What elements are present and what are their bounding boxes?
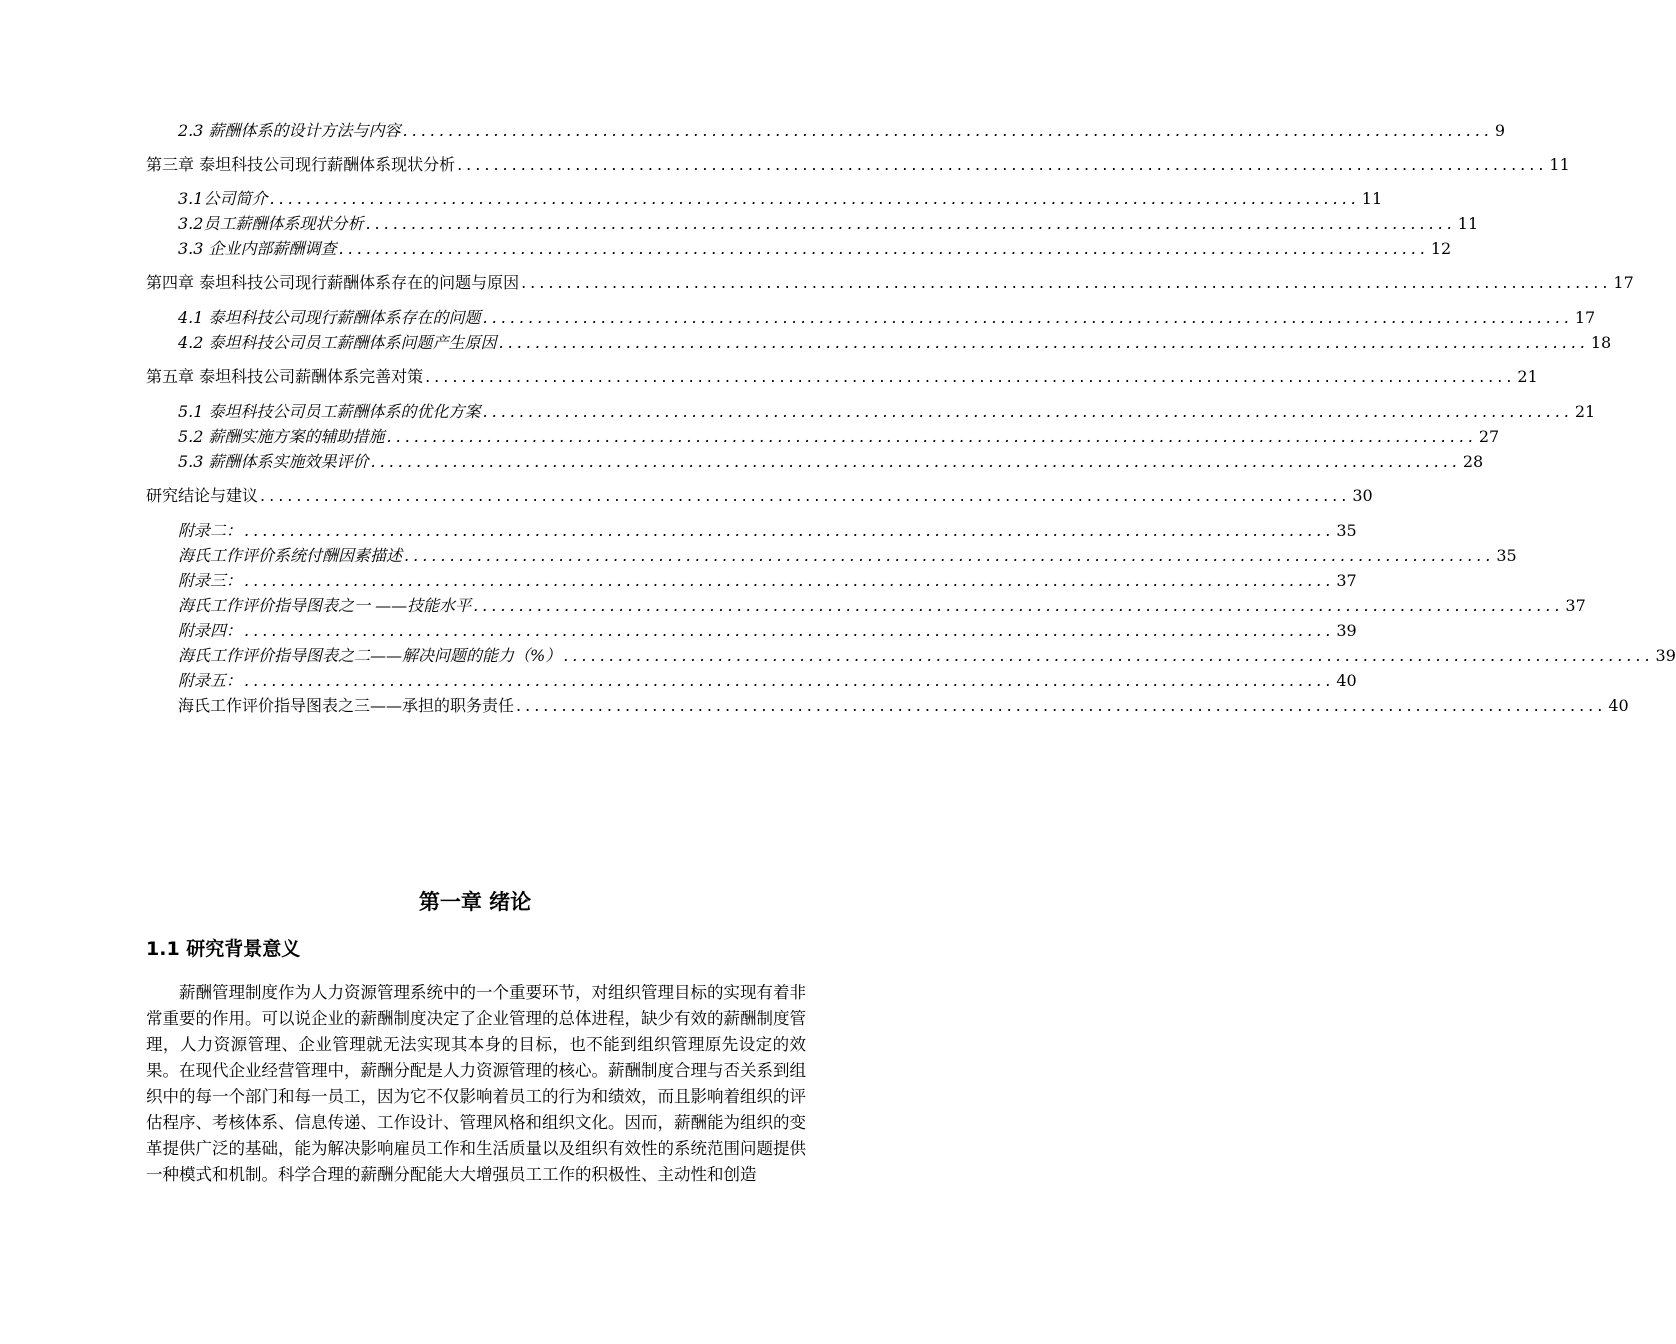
toc-leader: ........................................................................................................................: [244, 521, 1335, 540]
toc-entry[interactable]: [178, 330, 1612, 352]
toc-leader: ........................................................................................................................: [563, 646, 1654, 665]
toc-entry[interactable]: [178, 643, 1676, 665]
toc-entry-page: 37: [1336, 571, 1357, 590]
toc-entry-page: 12: [1430, 239, 1452, 258]
chapter-title: 第一章 绪论: [418, 890, 532, 914]
toc-entry-page: 17: [1574, 308, 1596, 327]
toc-entry[interactable]: [178, 211, 1479, 233]
toc-leader: ........................................................................................................................: [244, 671, 1335, 690]
toc-entry-title: 海氏工作评价系统付酬因素描述: [178, 546, 403, 565]
toc-entry-title: 3.2员工薪酬体系现状分析: [178, 214, 364, 233]
toc-leader: ........................................................................................................................: [386, 427, 1477, 446]
toc-leader: ........................................................................................................................: [370, 452, 1461, 471]
toc-leader: ........................................................................................................................: [498, 333, 1589, 352]
section-title: 1.1 研究背景意义: [146, 938, 301, 960]
toc-entry[interactable]: [178, 518, 1357, 540]
toc-entry-page: 21: [1574, 402, 1596, 421]
toc-entry[interactable]: [178, 186, 1383, 208]
toc-leader: ........................................................................................................................: [516, 696, 1607, 715]
toc-entry-title: 研究结论与建议: [146, 486, 259, 505]
toc-entry[interactable]: [178, 399, 1596, 421]
toc-entry-title: 海氏工作评价指导图表之三——承担的职务责任: [178, 696, 515, 715]
toc-entry-title: 第五章 泰坦科技公司薪酬体系完善对策: [146, 367, 424, 386]
toc-entry-title: 附录三：: [178, 571, 243, 590]
toc-entry-page: 37: [1565, 596, 1586, 615]
toc-entry-page: 11: [1361, 189, 1383, 208]
toc-leader: ........................................................................................................................: [260, 486, 1351, 505]
toc-entry-title: 附录五：: [178, 671, 243, 690]
toc-entry[interactable]: [146, 152, 1570, 174]
toc-entry[interactable]: [178, 118, 1506, 140]
toc-entry-page: 39: [1655, 646, 1676, 665]
toc-entry-title: 3.3 企业内部薪酬调查: [178, 239, 337, 258]
toc-leader: ........................................................................................................................: [482, 308, 1573, 327]
toc-leader: ........................................................................................................................: [244, 571, 1335, 590]
toc-leader: ........................................................................................................................: [521, 273, 1612, 292]
body-paragraph: 薪酬管理制度作为人力资源管理系统中的一个重要环节，对组织管理目标的实现有着非常重要的作用。可以说企业的薪酬制度决定了企业管理的总体进程，缺少有效的薪酬制度管理，人力资源管理、企业管理就无法实现其本身的目标，也不能到组织管理原先设定的效果。在现代企业经营管理中，薪酬分配是人力资源管理的核心。薪酬制度合理与否关系到组织中的每一个部门和每一员工，因为它不仅影响着员工的行为和绩效，而且影响着组织的评估程序、考核体系、信息传递、工作设计、管理风格和组织文化。因而，薪酬能为组织的变革提供广泛的基础，能为解决影响雇员工作和生活质量以及组织有效性的系统范围问题提供一种模式和机制。科学合理的薪酬分配能大大增强员工工作的积极性、主动性和创造: [146, 983, 806, 1184]
toc-entry-title: 5.2 薪酬实施方案的辅助措施: [178, 427, 385, 446]
toc-entry[interactable]: [178, 543, 1517, 565]
toc-entry-page: 40: [1336, 671, 1357, 690]
toc-entry-page: 35: [1496, 546, 1517, 565]
toc-leader: ........................................................................................................................: [269, 189, 1360, 208]
toc-entry-page: 35: [1336, 521, 1357, 540]
toc-entry-title: 第四章 泰坦科技公司现行薪酬体系存在的问题与原因: [146, 273, 520, 292]
toc-entry-title: 附录二：: [178, 521, 243, 540]
toc-entry[interactable]: [178, 236, 1452, 258]
toc-entry[interactable]: [178, 693, 1629, 715]
toc-entry-page: 17: [1613, 273, 1634, 292]
toc-entry[interactable]: [178, 593, 1586, 615]
toc-leader: ........................................................................................................................: [425, 367, 1516, 386]
toc-entry-page: 11: [1457, 214, 1479, 233]
toc-leader: ........................................................................................................................: [404, 546, 1495, 565]
toc-entry-title: 5.3 薪酬体系实施效果评价: [178, 452, 369, 471]
toc-leader: ........................................................................................................................: [338, 239, 1429, 258]
toc-entry-title: 2.3 薪酬体系的设计方法与内容: [178, 121, 401, 140]
toc-entry[interactable]: [178, 568, 1357, 590]
toc-entry-page: 11: [1549, 155, 1570, 174]
toc-leader: ........................................................................................................................: [473, 596, 1564, 615]
toc-entry-page: 9: [1494, 121, 1506, 140]
toc-leader: ........................................................................................................................: [482, 402, 1573, 421]
toc-entry-page: 18: [1590, 333, 1612, 352]
toc-entry[interactable]: [146, 364, 1538, 386]
toc-leader: ........................................................................................................................: [365, 214, 1456, 233]
toc-leader: ........................................................................................................................: [244, 621, 1335, 640]
toc-entry-title: 4.2 泰坦科技公司员工薪酬体系问题产生原因: [178, 333, 497, 352]
toc-entry-page: 30: [1352, 486, 1373, 505]
toc-entry-title: 5.1 泰坦科技公司员工薪酬体系的优化方案: [178, 402, 481, 421]
toc-entry-page: 39: [1336, 621, 1357, 640]
toc-leader: ........................................................................................................................: [457, 155, 1548, 174]
toc-entry[interactable]: [178, 618, 1357, 640]
toc-entry[interactable]: [178, 424, 1500, 446]
toc-entry-page: 21: [1517, 367, 1538, 386]
toc-entry-page: 27: [1478, 427, 1500, 446]
toc-entry[interactable]: [178, 305, 1596, 327]
toc-entry-title: 海氏工作评价指导图表之二——解决问题的能力（%）: [178, 646, 562, 665]
toc-entry[interactable]: [146, 270, 1634, 292]
toc-entry[interactable]: [146, 483, 1373, 505]
toc-entry[interactable]: [178, 668, 1357, 690]
toc-entry-page: 40: [1608, 696, 1629, 715]
toc-entry-title: 第三章 泰坦科技公司现行薪酬体系现状分析: [146, 155, 456, 174]
toc-entry[interactable]: [178, 449, 1484, 471]
toc-entry-title: 4.1 泰坦科技公司现行薪酬体系存在的问题: [178, 308, 481, 327]
toc-entry-title: 海氏工作评价指导图表之一 ——技能水平: [178, 596, 472, 615]
toc-entry-title: 3.1公司简介: [178, 189, 268, 208]
toc-entry-page: 28: [1462, 452, 1484, 471]
toc-leader: ........................................................................................................................: [402, 121, 1493, 140]
toc-entry-title: 附录四：: [178, 621, 243, 640]
